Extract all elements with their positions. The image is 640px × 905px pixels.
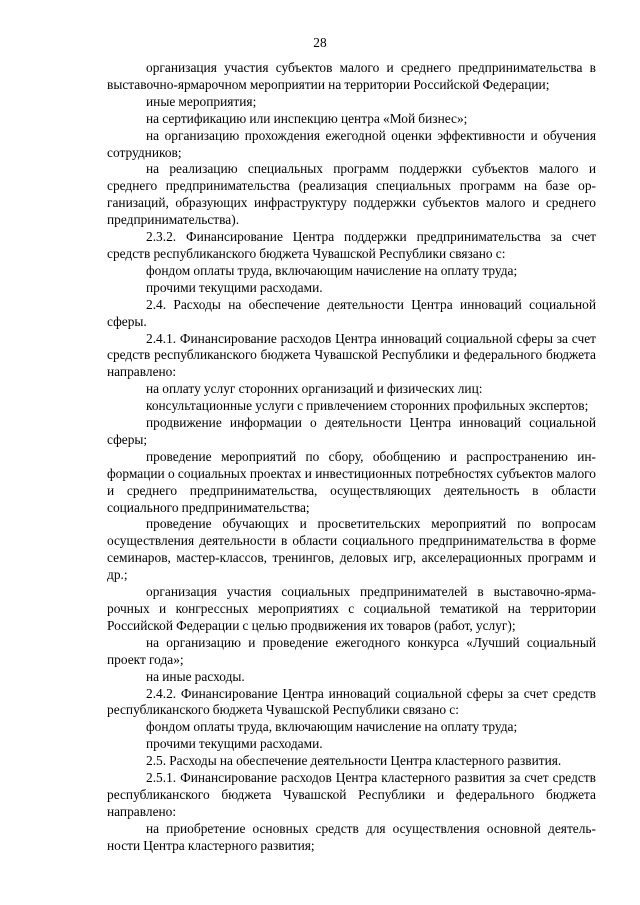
paragraph: на организацию и проведение ежегодного конкурса «Лучший социальный проект года»; <box>107 634 596 667</box>
paragraph: проведение мероприятий по сбору, обобщению и распространению информации о социальных проектах и инвестиционных потребностях субъектов малого и среднего предпринимательства, осуществляющих деятельность в области социального предпринимательства; <box>107 448 596 515</box>
page-number: 28 <box>313 35 327 50</box>
paragraph: прочими текущими расходами. <box>146 736 323 752</box>
paragraph: проведение обучающих и просветительских мероприятий по вопросам осуществления деятельности в области социального предпринимательства в форме семинаров, мастер-классов, тренингов, деловых игр, акселерационных программ и др.; <box>107 516 596 583</box>
paragraph: на сертификацию или инспекцию центра «Мой бизнес»; <box>146 110 468 126</box>
paragraph: 2.5.1. Финансирование расходов Центра кластерного развития за счет средств республиканского бюджета Чувашской Республики и федерального бюджета направлено: <box>107 770 596 819</box>
paragraph: 2.4.2. Финансирование Центра инноваций социальной сферы за счет средств республиканского бюджета Чувашской Республики связано с: <box>107 685 596 718</box>
paragraph: иные мероприятия; <box>146 93 257 109</box>
paragraph: на иные расходы. <box>146 668 245 684</box>
paragraph: на организацию прохождения ежегодной оценки эффективности и обучения сотрудников; <box>107 127 596 160</box>
paragraph: 2.4.1. Финансирование расходов Центра инноваций социальной сферы за счет средств республиканского бюджета Чувашской Республики и федерального бюджета направлено: <box>107 330 596 380</box>
paragraph: 2.4. Расходы на обеспечение деятельности Центра инноваций социальной сферы. <box>107 296 596 329</box>
paragraph: фондом оплаты труда, включающим начисление на оплату труда; <box>146 262 518 278</box>
paragraph: консультационные услуги с привлечением сторонних профильных экспертов; <box>146 398 589 414</box>
document-body <box>107 60 596 855</box>
paragraph: прочими текущими расходами. <box>146 279 323 295</box>
paragraph: организация участия субъектов малого и среднего предпринимательства в выставочно-ярмарочном мероприятии на территории Российской Федерации; <box>107 60 596 92</box>
paragraph: 2.5. Расходы на обеспечение деятельности Центра кластерного развития. <box>146 753 562 769</box>
paragraph: 2.3.2. Финансирование Центра поддержки предпринимательства за счет средств республиканского бюджета Чувашской Республики связано с: <box>107 229 596 261</box>
paragraph: фондом оплаты труда, включающим начисление на оплату труда; <box>146 719 518 735</box>
paragraph: организация участия социальных предпринимателей в выставочно-ярмарочных и конгрессных мероприятиях с социальной тематикой на территории Российской Федерации с целью продвижения их товаров (работ, услуг); <box>107 584 596 633</box>
paragraph: на реализацию специальных программ поддержки субъектов малого и среднего предпринимательства (реализация специальных программ на базе организаций, образующих инфраструктуру поддержки субъектов малого и среднего предпринимательства). <box>107 161 596 228</box>
paragraph: на оплату услуг сторонних организаций и физических лиц: <box>146 381 483 397</box>
paragraph: продвижение информации о деятельности Центра инноваций социальной сферы; <box>107 415 596 447</box>
paragraph: на приобретение основных средств для осуществления основной деятельности Центра кластерного развития; <box>107 820 596 853</box>
